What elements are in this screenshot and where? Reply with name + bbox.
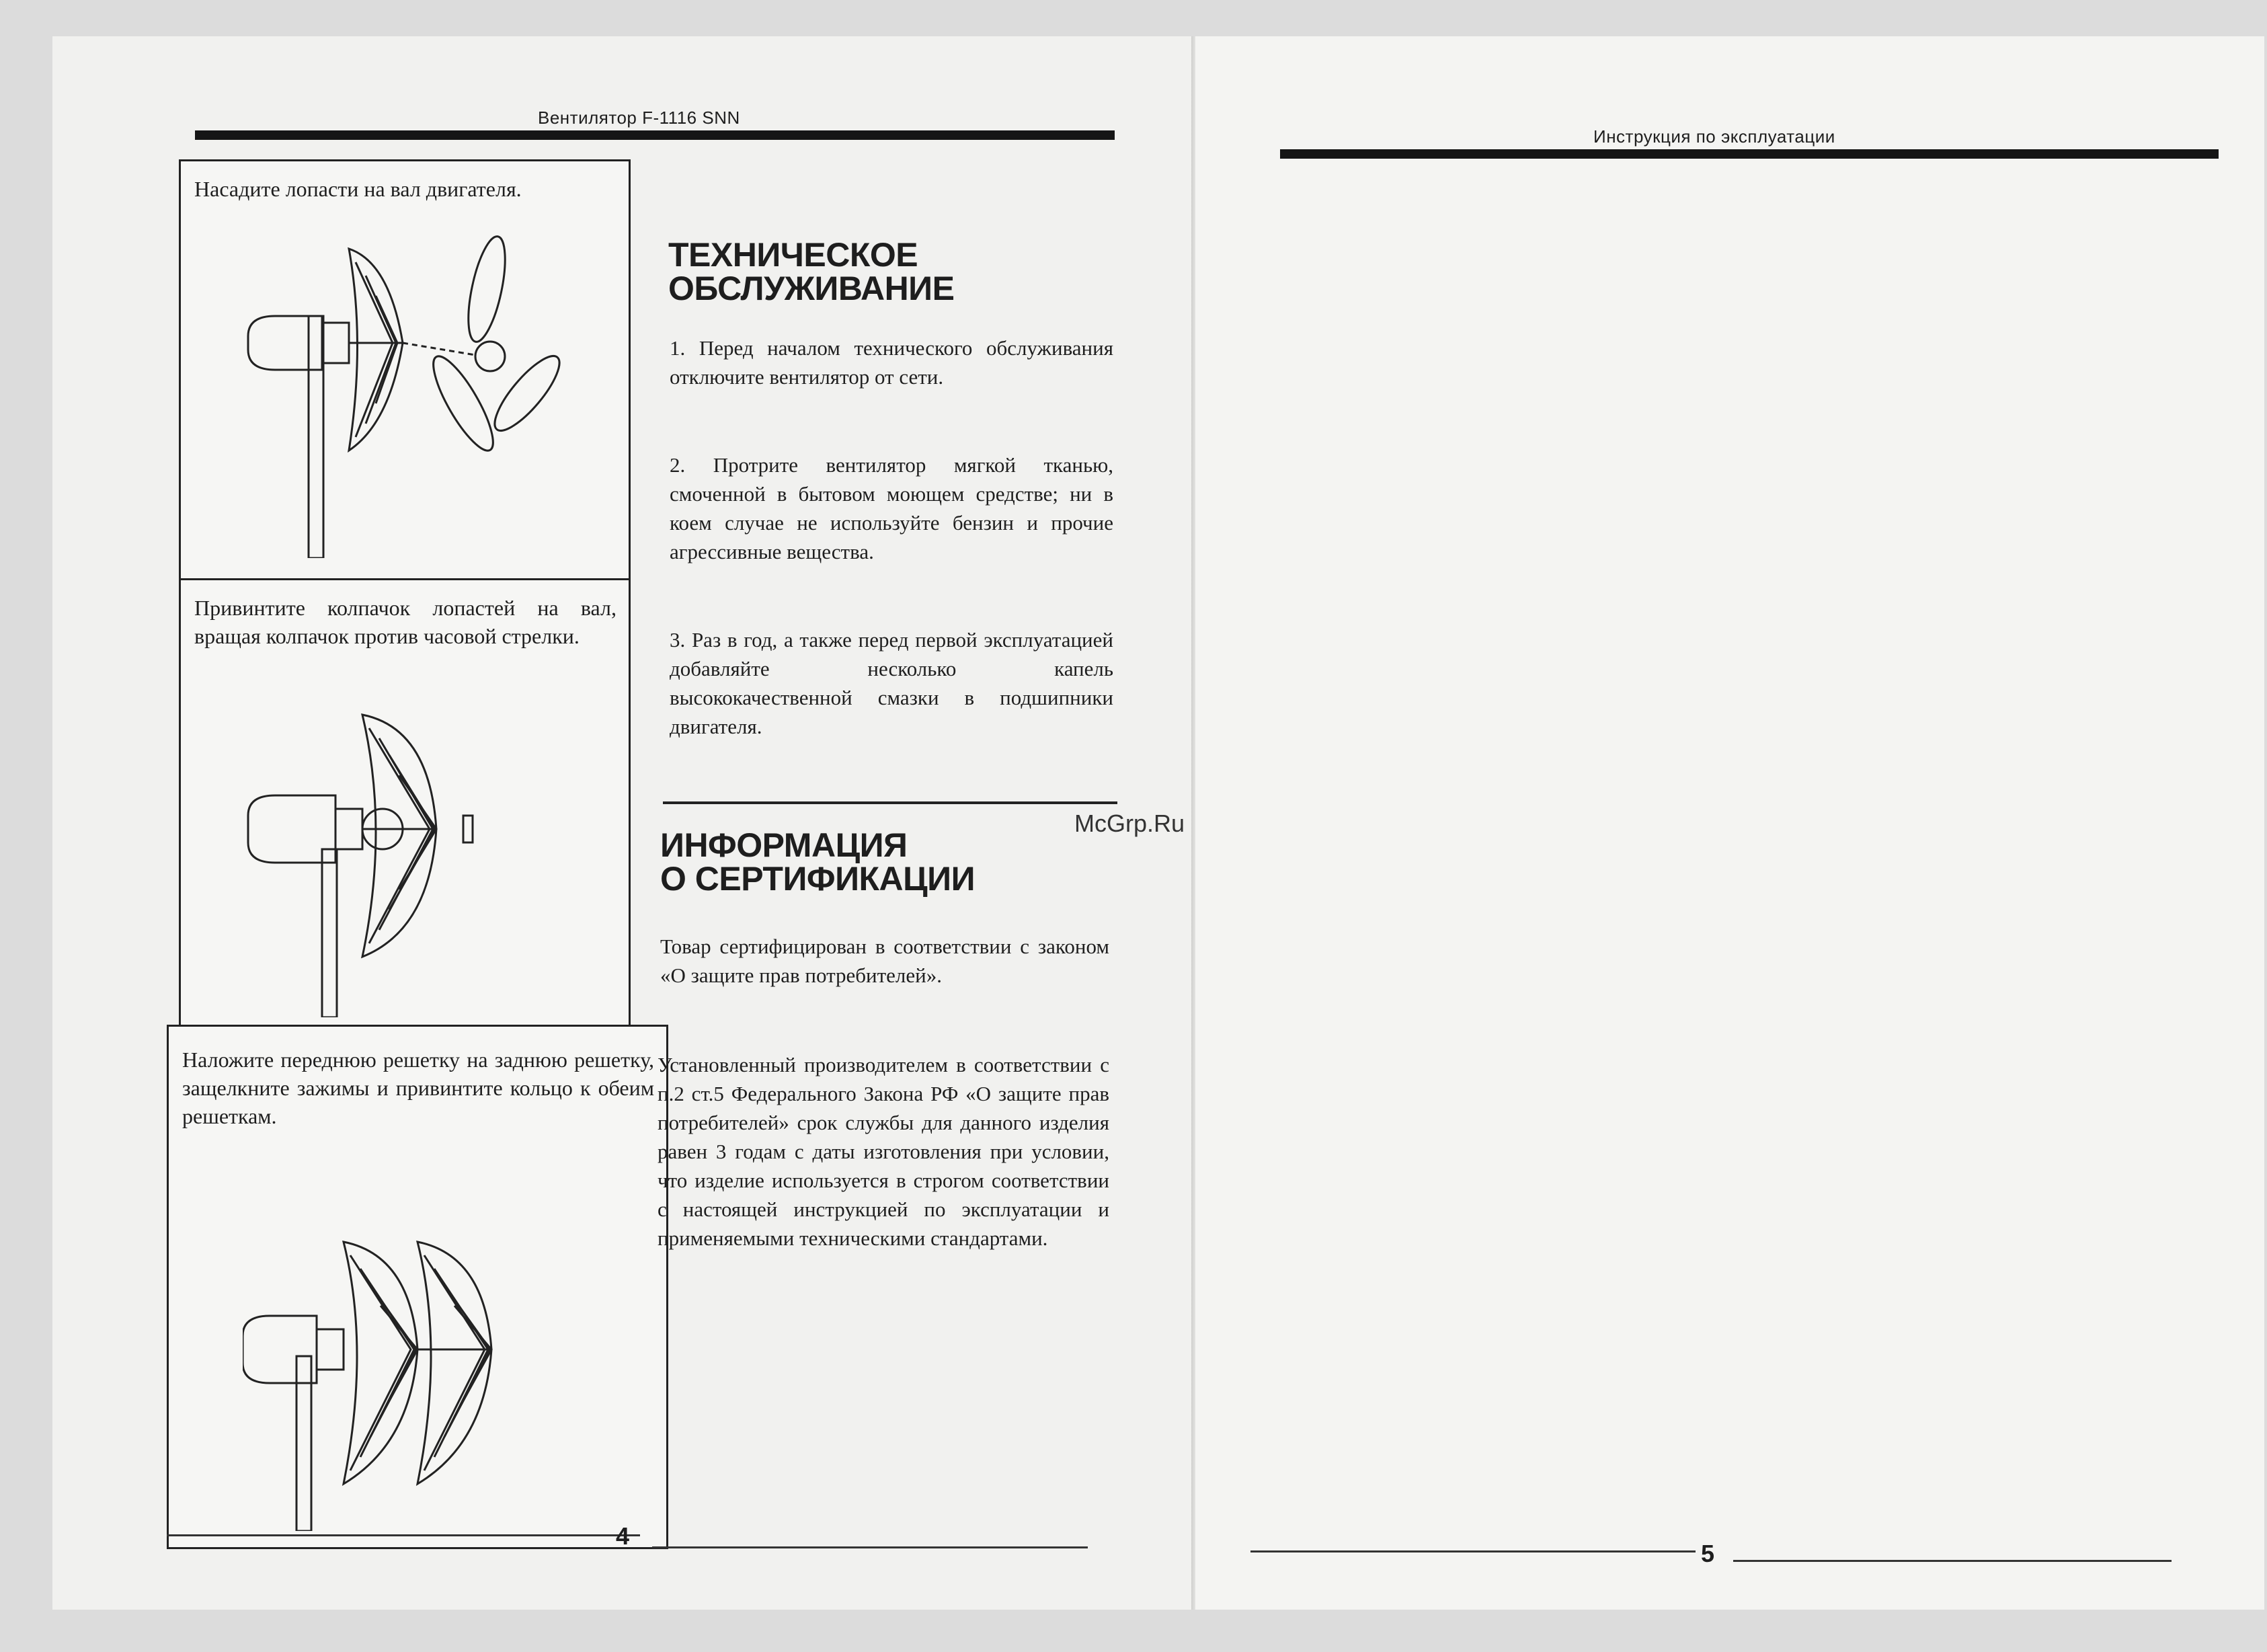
instruction-text-2: Привинтите колпачок лопастей на вал, вращая колпачок против часовой стрелки. [194,596,617,648]
fan-blade-mounting-illustration [221,222,584,558]
right-footer-line-right [1733,1560,2172,1562]
right-page-header: Инструкция по эксплуатации [1593,126,1835,147]
page-number-right: 5 [1701,1540,1715,1567]
certification-paragraph-2: Установленный производителем в соответствии с п.2 ст.5 Федерального Закона РФ «О защите прав потребителей» срок службы для данного изделия равен 3 годам с даты изготовления при условии, что изделие используется в строгом соответствии с настоящей инструкцией по эксплуатации и применяемыми техническими стандартами. [658,1053,1109,1250]
section-separator [663,801,1117,804]
maintenance-item-1: 1. Перед началом технического обслуживания отключите вентилятор от сети. [670,336,1113,389]
maintenance-title-line-2: ОБСЛУЖИВАНИЕ [668,270,955,307]
instruction-box-2 [179,578,631,1034]
page-number-left: 4 [616,1522,630,1550]
blade-cap-illustration [228,701,578,1017]
maintenance-title-line-1: ТЕХНИЧЕСКОЕ [668,236,918,274]
left-header-rule [195,130,1115,140]
certification-title-line-2: О СЕРТИФИКАЦИИ [660,860,976,898]
instruction-box-1 [179,159,631,580]
booklet-spread [52,36,2267,1652]
certification-title [660,828,975,896]
maintenance-item-2: 2. Протрите вентилятор мягкой тканью, смоченной в бытовом моющем средстве; ни в коем случае не используйте бензин и прочие агрессивные вещества. [670,453,1113,563]
left-footer-line-left [167,1534,640,1536]
right-header-rule [1280,149,2219,159]
maintenance-item-3: 3. Раз в год, а также перед первой эксплуатацией добавляйте несколько капель высококачественной смазки в подшипники двигателя. [670,628,1113,738]
certification-title-line-1: ИНФОРМАЦИЯ [660,826,908,864]
instruction-box-3 [167,1025,668,1549]
certification-paragraph-1: Товар сертифицирован в соответствии с законом «О защите прав потребителей». [660,935,1109,987]
left-page [52,36,1195,1610]
maintenance-title [668,238,954,305]
watermark: McGrp.Ru [1074,810,1185,837]
left-footer-line-right [652,1546,1088,1548]
left-page-header: Вентилятор F-1116 SNN [538,108,740,128]
right-page [1195,36,2264,1610]
grille-assembly-illustration [243,1222,646,1531]
right-footer-line-left [1250,1550,1696,1552]
instruction-text-3: Наложите переднюю решетку на заднюю решетку, защелкните зажимы и привинтите кольцо к обеим решеткам. [182,1048,654,1128]
instruction-text-1: Насадите лопасти на вал двигателя. [194,177,522,201]
